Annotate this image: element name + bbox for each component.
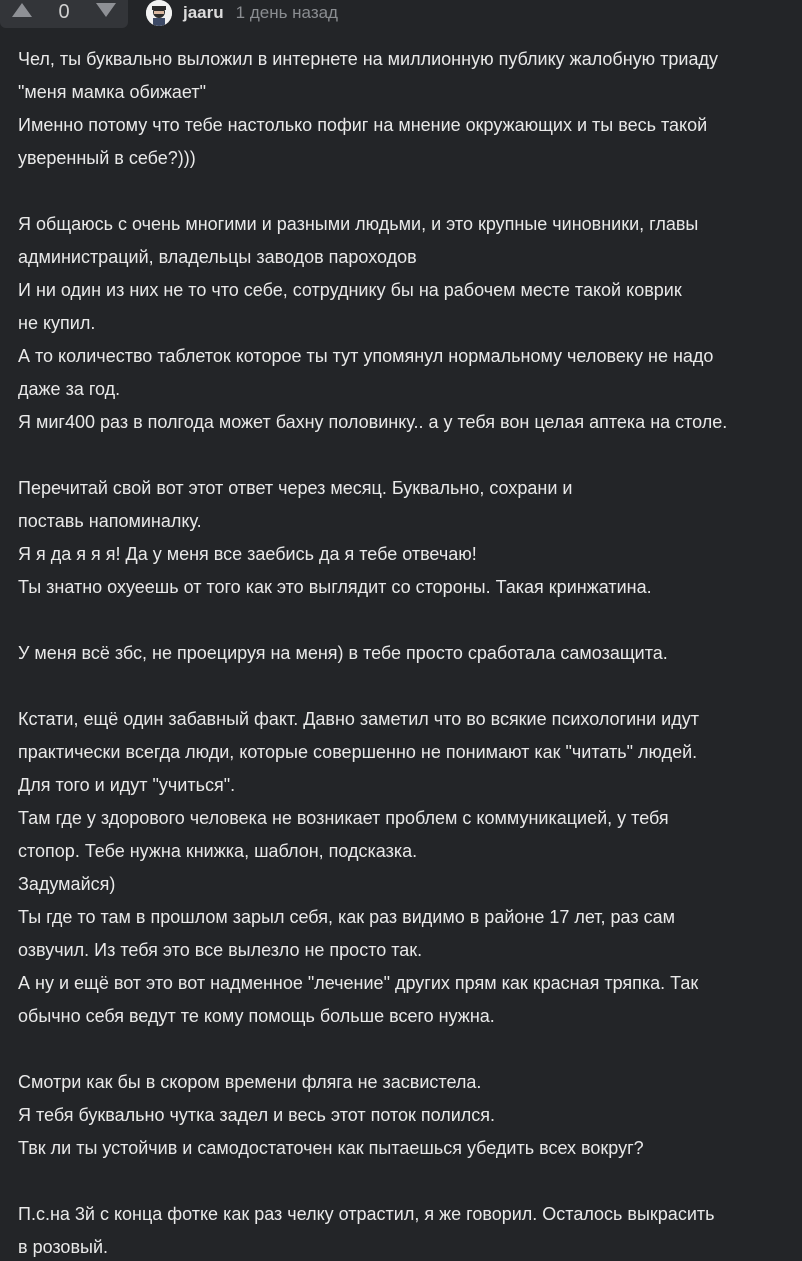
comment-line: Твк ли ты устойчив и самодостаточен как пытаешься убедить всех вокруг? [18, 1138, 644, 1158]
comment-line: И ни один из них не то что себе, сотруднику бы на рабочем месте такой коврик [18, 280, 682, 300]
comment-line: администраций, владельцы заводов пароходов [18, 247, 417, 267]
comment-line: "меня мамка обижает" [18, 82, 206, 102]
author-block [146, 0, 338, 26]
vote-count: 0 [58, 0, 70, 23]
comment-line: Чел, ты буквально выложил в интернете на миллионную публику жалобную триаду [18, 49, 718, 69]
avatar[interactable] [146, 0, 172, 26]
comment-line: поставь напоминалку. [18, 511, 202, 531]
comment-line: Перечитай свой вот этот ответ через месяц. Буквально, сохрани и [18, 478, 573, 498]
comment-line: Смотри как бы в скором времени фляга не засвистела. [18, 1072, 482, 1092]
comment-header [0, 0, 802, 26]
comment-line: Задумайся) [18, 874, 116, 894]
comment-body [18, 43, 798, 1261]
comment-line: стопор. Тебе нужна книжка, шаблон, подсказка. [18, 841, 418, 861]
comment-line: П.с.на 3й с конца фотке как раз челку отрастил, я же говорил. Осталось выкрасить [18, 1204, 715, 1224]
upvote-button[interactable] [0, 0, 44, 28]
triangle-up-icon [11, 2, 33, 18]
comment-line: Я общаюсь с очень многими и разными людьми, и это крупные чиновники, главы [18, 214, 699, 234]
comment-line: озвучил. Из тебя это все вылезло не просто так. [18, 940, 423, 960]
comment-line: в розовый. [18, 1237, 108, 1257]
comment-line: Именно потому что тебе настолько пофиг на мнение окружающих и ты весь такой [18, 115, 708, 135]
comment-line: обычно себя ведут те кому помощь больше всего нужна. [18, 1006, 495, 1026]
vote-box [0, 0, 128, 28]
comment-line: А то количество таблеток которое ты тут упомянул нормальному человеку не надо [18, 346, 714, 366]
comment-line: А ну и ещё вот это вот надменное "лечение" других прям как красная тряпка. Так [18, 973, 699, 993]
comment-line: У меня всё збс, не проецируя на меня) в тебе просто сработала самозащита. [18, 643, 668, 663]
comment-line: Ты где то там в прошлом зарыл себя, как раз видимо в районе 17 лет, раз сам [18, 907, 675, 927]
comment-timestamp[interactable]: 1 день назад [235, 3, 338, 22]
comment-line: не купил. [18, 313, 96, 333]
comment-line: Я я да я я я! Да у меня все заебись да я тебе отвечаю! [18, 544, 477, 564]
author-username[interactable]: jaaru [183, 3, 224, 22]
comment-line: Я тебя буквально чутка задел и весь этот поток полился. [18, 1105, 496, 1125]
triangle-down-icon [95, 2, 117, 18]
comment-line: уверенный в себе?))) [18, 148, 196, 168]
comment-line: даже за год. [18, 379, 121, 399]
downvote-button[interactable] [84, 0, 128, 28]
comment-line: Я миг400 раз в полгода может бахну половинку.. а у тебя вон целая аптека на столе. [18, 412, 728, 432]
comment-line: Для того и идут "учиться". [18, 775, 236, 795]
comment-line: практически всегда люди, которые совершенно не понимают как "читать" людей. [18, 742, 698, 762]
comment-line: Ты знатно охуеешь от того как это выглядит со стороны. Такая кринжатина. [18, 577, 652, 597]
avatar-image [146, 0, 172, 26]
comment-line: Кстати, ещё один забавный факт. Давно заметил что во всякие психологини идут [18, 709, 699, 729]
comment-line: Там где у здорового человека не возникает проблем с коммуникацией, у тебя [18, 808, 669, 828]
